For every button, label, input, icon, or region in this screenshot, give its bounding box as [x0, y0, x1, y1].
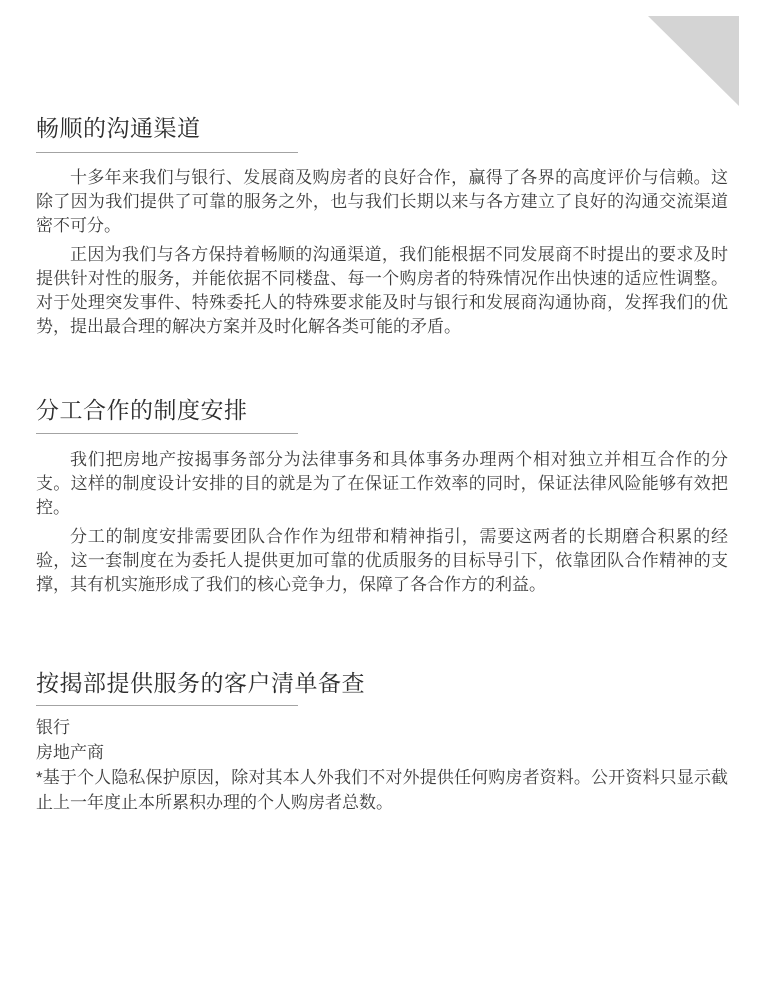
title-divider [36, 705, 298, 706]
page-content [36, 0, 728, 815]
paragraph: 分工的制度安排需要团队合作作为纽带和精神指引，需要这两者的长期磨合积累的经验，这一套制度在为委托人提供更加可靠的优质服务的目标导引下，依靠团队合作精神的支撑，其有机实施形成了我们的核心竞争力，保障了各合作方的利益。 [36, 527, 728, 594]
paragraph: 十多年来我们与银行、发展商及购房者的良好合作，赢得了各界的高度评价与信赖。这除了因为我们提供了可靠的服务之外，也与我们长期以来与各方建立了良好的沟通交流渠道密不可分。 [36, 168, 728, 235]
section-division-of-labor [36, 395, 728, 597]
section-title: 分工合作的制度安排 [36, 397, 248, 423]
section-title: 畅顺的沟通渠道 [36, 115, 201, 141]
client-list-item-bank: 银行 [36, 718, 70, 737]
title-divider [36, 152, 298, 153]
paragraph: 我们把房地产按揭事务部分为法律事务和具体事务办理两个相对独立并相互合作的分支。这样的制度设计安排的目的就是为了在保证工作效率的同时，保证法律风险能够有效把控。 [36, 450, 728, 517]
section-client-list [36, 668, 728, 815]
paragraph: 正因为我们与各方保持着畅顺的沟通渠道，我们能根据不同发展商不时提出的要求及时提供针对性的服务，并能依据不同楼盘、每一个购房者的特殊情况作出快速的适应性调整。对于处理突发事件、特殊委托人的特殊要求能及时与银行和发展商沟通协商，发挥我们的优势，提出最合理的解决方案并及时化解各类可能的矛盾。 [36, 245, 728, 336]
client-list [36, 715, 728, 815]
section-title: 按揭部提供服务的客户清单备查 [36, 670, 365, 696]
section-communication-channels [36, 113, 728, 339]
client-list-item-developer: 房地产商 [36, 743, 104, 762]
title-divider [36, 433, 298, 434]
privacy-footnote: *基于个人隐私保护原因，除对其本人外我们不对外提供任何购房者资料。公开资料只显示截止上一年度止本所累积办理的个人购房者总数。 [36, 768, 728, 812]
